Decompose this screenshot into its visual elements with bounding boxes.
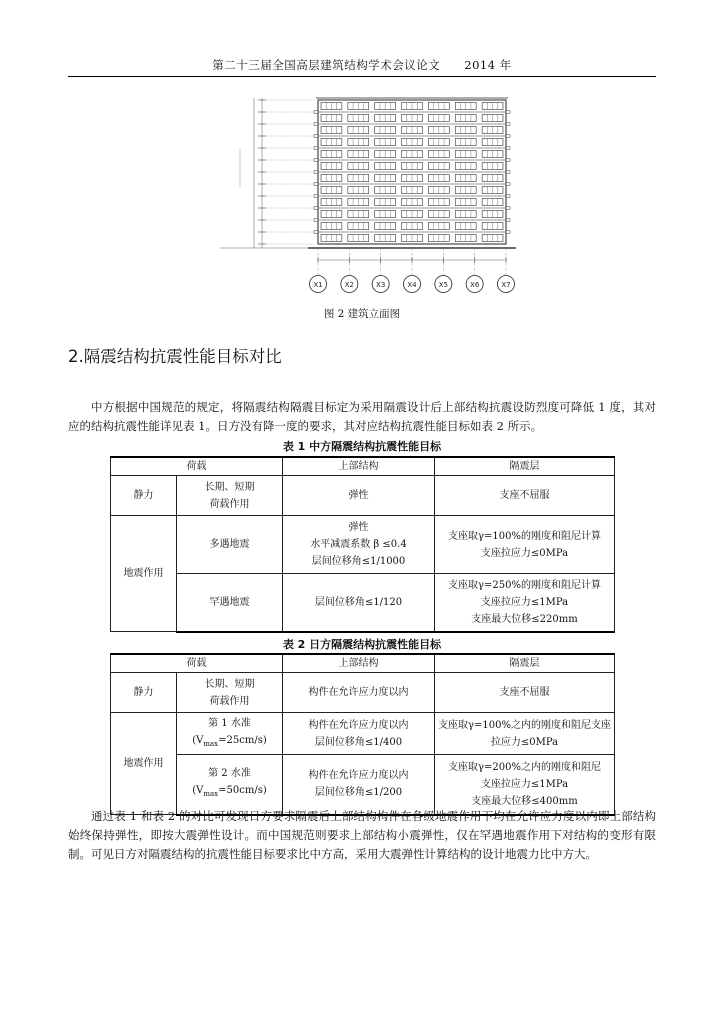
frequent-iso: 支座取γ=100%的刚度和阻尼计算 支座拉应力≤0MPa [435, 516, 615, 574]
balcony [506, 147, 510, 150]
balcony [314, 219, 318, 222]
section-heading: 2.隔震结构抗震性能目标对比 [68, 347, 282, 366]
header-upper: 上部结构 [283, 654, 435, 673]
rare-upper: 层间位移角≤1/120 [283, 574, 435, 632]
table-row [111, 574, 615, 632]
balcony [314, 123, 318, 126]
level2-label: 第 2 水准 $(V_{max}=50cm/s)$ [177, 755, 283, 815]
table2-title: 表 2 日方隔震结构抗震性能目标 [282, 638, 442, 651]
level1-label: 第 1 水准 $(V_{max}=25cm/s)$ [177, 713, 283, 755]
frequent-upper: 弹性 水平减震系数 β ≤0.4 层间位移角≤1/1000 [283, 516, 435, 574]
static-label: 静力 [111, 476, 177, 516]
balcony [314, 135, 318, 138]
axis-label: X4 [407, 281, 417, 289]
balcony [506, 207, 510, 210]
frequent-label: 多遇地震 [177, 516, 283, 574]
balcony [506, 231, 510, 234]
static-iso: 支座不屈服 [435, 673, 615, 713]
balcony [314, 111, 318, 114]
balcony [314, 207, 318, 210]
level1-upper: 构件在允许应力度以内 层间位移角≤1/400 [283, 713, 435, 755]
balcony [506, 135, 510, 138]
header-iso: 隔震层 [435, 654, 615, 673]
paragraph-intro: 中方根据中国规范的规定，将隔震结构隔震目标定为采用隔震设计后上部结构抗震设防烈度可降低 1 度，其对应的结构抗震性能详见表 1。日方没有降一度的要求，其对应结构抗震性能目标如表 2 所示。 [68, 400, 656, 433]
table-row [111, 673, 615, 713]
static-sub: 长期、短期 荷载作用 [177, 673, 283, 713]
building-elevation-figure [218, 88, 518, 300]
level2-iso: 支座取γ=200%之内的刚度和阻尼 支座拉应力≤1MPa 支座最大位移≤400mm [435, 755, 615, 815]
balcony [506, 183, 510, 186]
table1 [110, 456, 615, 633]
axis-label: X2 [344, 281, 354, 289]
balcony [506, 171, 510, 174]
seismic-label: 地震作用 [111, 713, 177, 815]
balcony [506, 195, 510, 198]
balcony [506, 111, 510, 114]
rare-label: 罕遇地震 [177, 574, 283, 632]
static-label: 静力 [111, 673, 177, 713]
axis-label: X1 [313, 281, 323, 289]
table2 [110, 653, 615, 816]
static-upper: 构件在允许应力度以内 [283, 673, 435, 713]
table1-header-row [111, 457, 615, 476]
level2-upper: 构件在允许应力度以内 层间位移角≤1/200 [283, 755, 435, 815]
header-load: 荷载 [111, 654, 283, 673]
table-row [111, 516, 615, 574]
rare-iso: 支座取γ=250%的刚度和阻尼计算 支座拉应力≤1MPa 支座最大位移≤220mm [435, 574, 615, 632]
balcony [314, 231, 318, 234]
table2-header-row [111, 654, 615, 673]
header-iso: 隔震层 [435, 457, 615, 476]
balcony [314, 147, 318, 150]
balcony [314, 171, 318, 174]
balcony [314, 183, 318, 186]
table-row [111, 476, 615, 516]
header-upper: 上部结构 [283, 457, 435, 476]
level1-iso: 支座取γ=100%之内的刚度和阻尼支座 拉应力≤0MPa [435, 713, 615, 755]
axis-label: X6 [470, 281, 480, 289]
balcony [314, 195, 318, 198]
paragraph-comparison: 通过表 1 和表 2 的对比可发现日方要求隔震后上部结构构件在各级地震作用下均在允许应力度以内即上部结构始终保持弹性，即按大震弹性设计。而中国规范则要求上部结构小震弹性，仅在罕遇地震作用下对结构的变形有限制。可见日方对隔震结构的抗震性能目标要求比中方高，采用大震弹性计算结构的设计地震力比中方大。 [68, 809, 656, 861]
static-iso: 支座不屈服 [435, 476, 615, 516]
balcony [506, 159, 510, 162]
table-row [111, 713, 615, 755]
header-rule [68, 76, 656, 77]
static-sub: 长期、短期 荷载作用 [177, 476, 283, 516]
balcony [314, 159, 318, 162]
figure-caption: 图 2 建筑立面图 [323, 308, 401, 320]
elevation-drawing [218, 88, 518, 300]
axis-label: X7 [501, 281, 511, 289]
static-upper: 弹性 [283, 476, 435, 516]
seismic-label: 地震作用 [111, 516, 177, 632]
balcony [506, 219, 510, 222]
table1-title: 表 1 中方隔震结构抗震性能目标 [282, 440, 442, 453]
table-row [111, 755, 615, 815]
axis-label: X5 [438, 281, 448, 289]
running-header: 第二十三届全国高层建筑结构学术会议论文 2014 年 [212, 58, 512, 72]
axis-label: X3 [376, 281, 386, 289]
header-load: 荷载 [111, 457, 283, 476]
balcony [506, 123, 510, 126]
